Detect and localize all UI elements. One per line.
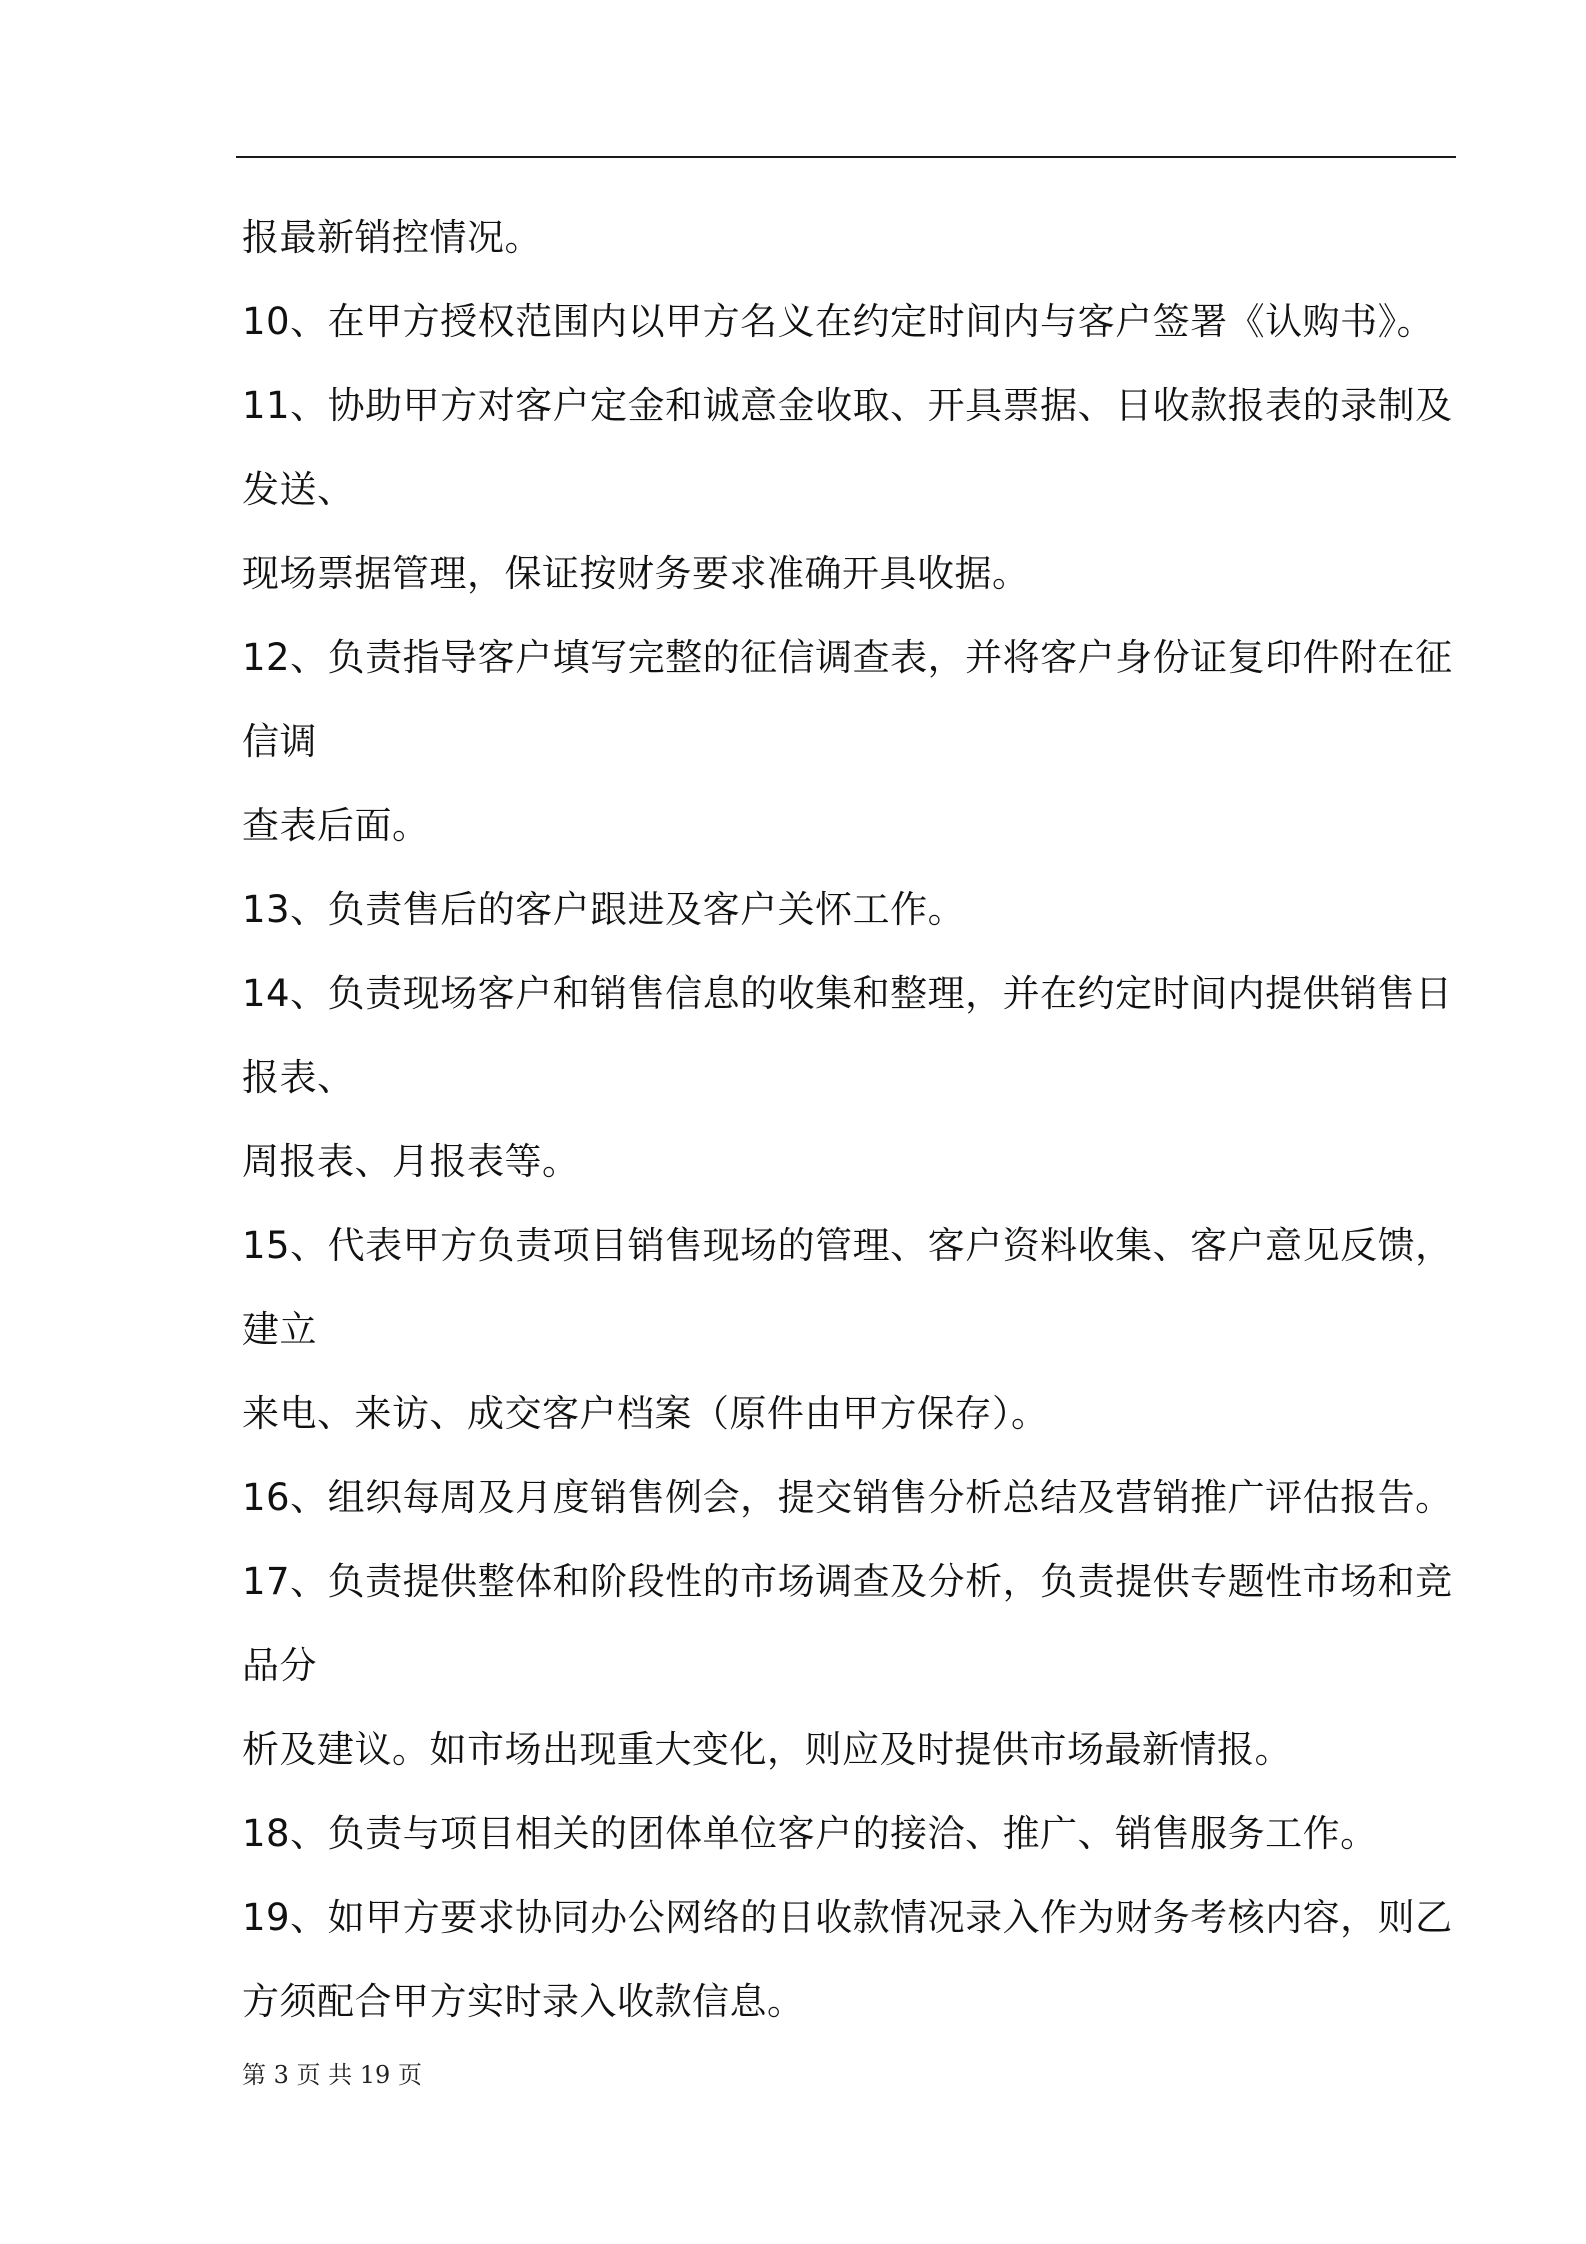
text-line: 19、如甲方要求协同办公网络的日收款情况录入作为财务考核内容，则乙 <box>242 1896 1453 1939</box>
text-line: 来电、来访、成交客户档案（原件由甲方保存）。 <box>242 1392 1049 1435</box>
text-line: 15、代表甲方负责项目销售现场的管理、客户资料收集、客户意见反馈， <box>242 1224 1453 1267</box>
text-line: 14、负责现场客户和销售信息的收集和整理，并在约定时间内提供销售日 <box>242 972 1453 1015</box>
document-body <box>242 196 1462 2044</box>
text-line: 报最新销控情况。 <box>242 216 542 259</box>
header-rule <box>236 156 1456 158</box>
text-line: 信调 <box>242 720 317 763</box>
text-line: 报表、 <box>242 1056 355 1099</box>
text-line: 现场票据管理，保证按财务要求准确开具收据。 <box>242 552 1030 595</box>
text-line: 11、协助甲方对客户定金和诚意金收取、开具票据、日收款报表的录制及 <box>242 384 1453 427</box>
text-line: 16、组织每周及月度销售例会，提交销售分析总结及营销推广评估报告。 <box>242 1476 1453 1519</box>
text-line: 17、负责提供整体和阶段性的市场调查及分析，负责提供专题性市场和竞 <box>242 1560 1453 1603</box>
text-line: 品分 <box>242 1644 317 1687</box>
text-line: 建立 <box>242 1308 317 1351</box>
text-line: 10、在甲方授权范围内以甲方名义在约定时间内与客户签署《认购书》。 <box>242 300 1435 343</box>
text-line: 发送、 <box>242 468 355 511</box>
text-line: 查表后面。 <box>242 804 430 847</box>
page-number-footer: 第 3 页 共 19 页 <box>242 2061 422 2089</box>
text-line: 13、负责售后的客户跟进及客户关怀工作。 <box>242 888 966 931</box>
text-line: 方须配合甲方实时录入收款信息。 <box>242 1980 805 2023</box>
text-line: 析及建议。如市场出现重大变化，则应及时提供市场最新情报。 <box>242 1728 1292 1771</box>
text-line: 周报表、月报表等。 <box>242 1140 580 1183</box>
text-line: 12、负责指导客户填写完整的征信调查表，并将客户身份证复印件附在征 <box>242 636 1453 679</box>
text-line: 18、负责与项目相关的团体单位客户的接洽、推广、销售服务工作。 <box>242 1812 1378 1855</box>
